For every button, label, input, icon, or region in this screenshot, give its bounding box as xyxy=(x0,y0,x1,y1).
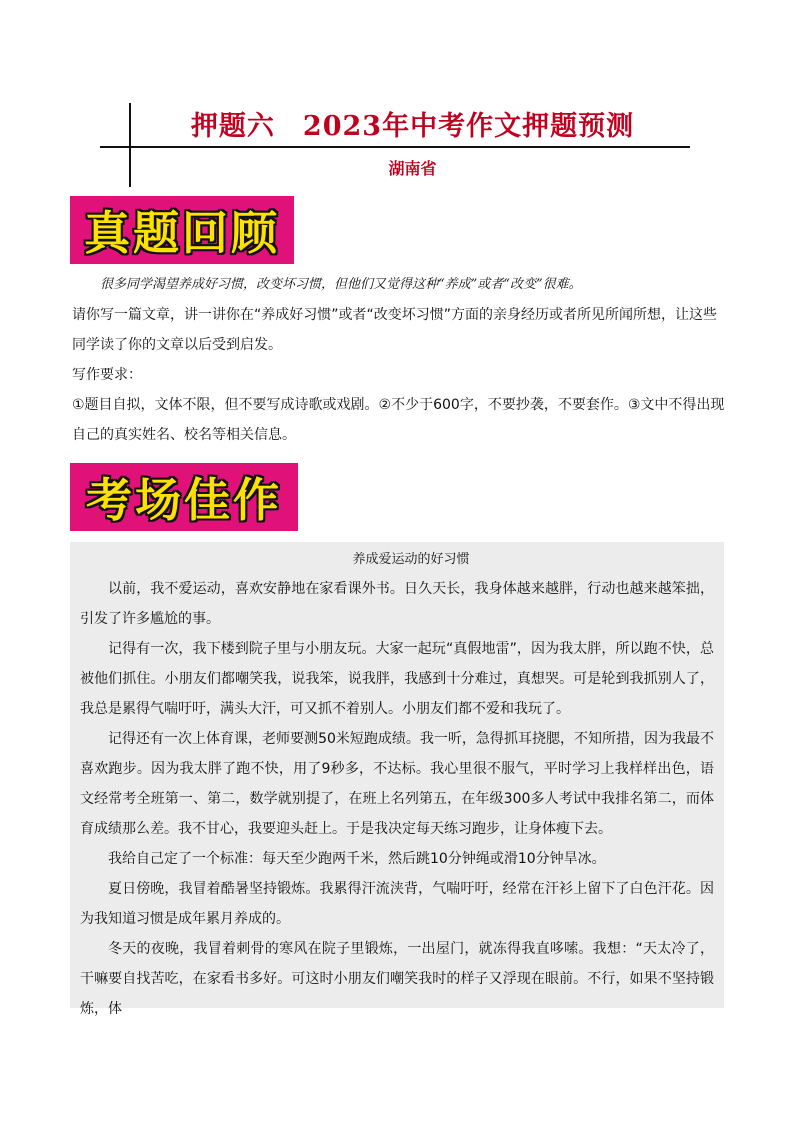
essay-paragraph: 我给自己定了一个标准：每天至少跑两千米，然后跳10分钟绳或滑10分钟旱冰。 xyxy=(108,851,606,867)
prompt-quote: 很多同学渴望养成好习惯，改变坏习惯，但他们又觉得这种“养成”或者“改变”很难。 xyxy=(100,277,582,292)
banner-review xyxy=(70,196,294,264)
prompt-requirements: ①题目自拟，文体不限，但不要写成诗歌或戏剧。②不少于600字，不要抄袭，不要套作。③文中不得出现自己的真实姓名、校名等相关信息。 xyxy=(72,397,725,443)
banner-review-label: 真题回顾 xyxy=(84,206,280,260)
essay-paragraph: 记得有一次，我下楼到院子里与小朋友玩。大家一起玩“真假地雷”，因为我太胖，所以跑不快，总被他们抓住。小朋友们都嘲笑我，说我笨，说我胖，我感到十分难过，真想哭。可是轮到我抓别人了，我总是累得气喘吁吁，满头大汗，可又抓不着别人。小朋友们都不爱和我玩了。 xyxy=(80,641,714,717)
header-horizontal-rule xyxy=(100,146,690,148)
banner-essay-label: 考场佳作 xyxy=(86,473,282,527)
banner-essay xyxy=(70,463,298,531)
essay-title: 养成爱运动的好习惯 xyxy=(352,552,470,567)
essay-section xyxy=(70,542,724,1017)
page-title: 押题六 2023年中考作文押题预测 xyxy=(190,111,635,142)
prompt-section xyxy=(72,270,726,450)
essay-paragraph: 冬天的夜晚，我冒着刺骨的寒风在院子里锻炼，一出屋门，就冻得我直哆嗦。我想：“天太冷了，干嘛要自找苦吃，在家看书多好。可这时小朋友们嘲笑我时的样子又浮现在眼前。不行，如果不坚持锻炼，体 xyxy=(80,941,714,1017)
prompt-requirements-label: 写作要求： xyxy=(72,367,142,383)
essay-paragraph: 记得还有一次上体育课，老师要测50米短跑成绩。我一听，急得抓耳挠腮，不知所措，因为我最不喜欢跑步。因为我太胖了跑不快，用了9秒多，不达标。我心里很不服气，平时学习上我样样出色，语文经常考全班第一、第二，数学就别提了，在班上名列第五，在年级300多人考试中我排名第二，而体育成绩那么差。我不甘心，我要迎头赶上。于是我决定每天练习跑步，让身体瘦下去。 xyxy=(80,731,714,837)
header-vertical-rule xyxy=(129,103,131,187)
page-subtitle: 湖南省 xyxy=(388,159,437,178)
essay-paragraph: 以前，我不爱运动，喜欢安静地在家看课外书。日久天长，我身体越来越胖，行动也越来越笨拙，引发了许多尴尬的事。 xyxy=(80,581,714,627)
prompt-task: 请你写一篇文章，讲一讲你在“养成好习惯”或者“改变坏习惯”方面的亲身经历或者所见所闻所想，让这些同学读了你的文章以后受到启发。 xyxy=(72,307,718,353)
essay-paragraph: 夏日傍晚，我冒着酷暑坚持锻炼。我累得汗流浃背，气喘吁吁，经常在汗衫上留下了白色汗花。因为我知道习惯是成年累月养成的。 xyxy=(80,881,714,927)
